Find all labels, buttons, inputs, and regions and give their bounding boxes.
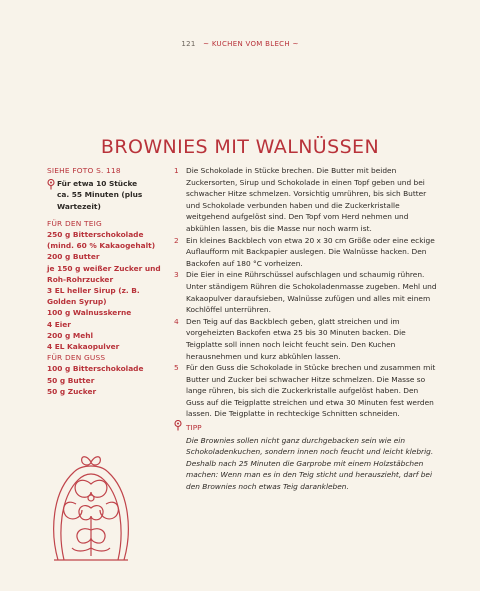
section-title: ~ KUCHEN VOM BLECH ~ bbox=[203, 40, 299, 48]
step-number: 2 bbox=[174, 235, 179, 245]
servings-info bbox=[47, 178, 162, 212]
step-number: 5 bbox=[174, 363, 179, 373]
step bbox=[174, 235, 438, 270]
ingredient-item: 100 g Bitterschokolade bbox=[47, 364, 144, 374]
floral-ornament-icon bbox=[46, 452, 136, 567]
tip-text: Die Brownies sollen nicht ganz durchgebacken sein wie ein Schokoladenkuchen, sondern innen noch feucht und leicht klebrig. Deshalb nach 25 Minuten die Garprobe mit einem Holzstäbchen machen: Wenn man es in den Teig sticht und herauszieht, darf bei den Brownies noch etwas Teig darankleben. bbox=[186, 435, 434, 492]
step-number: 1 bbox=[174, 166, 179, 175]
ingredient-item: 50 g Butter bbox=[47, 375, 95, 385]
ingredient-item: 200 g Butter bbox=[47, 252, 100, 262]
ingredient-item: 100 g Walnusskerne bbox=[47, 308, 132, 318]
pin-icon bbox=[174, 420, 186, 435]
step-text: Die Eier in eine Rührschüssel aufschlagen und schaumig rühren. Unter ständigem Rühren die Schokoladenmasse zugeben. Mehl und Kakaopulver daraufsieben, Walnüsse zufügen und alles mit einem Kochlöffel unterrühren. bbox=[186, 270, 437, 315]
tip-label: TIPP bbox=[186, 422, 202, 432]
recipe-title: BROWNIES MIT WALNÜSSEN bbox=[100, 135, 380, 158]
ingredient-item: 50 g Zucker bbox=[47, 386, 97, 396]
step-text: Den Teig auf das Backblech geben, glatt streichen und im vorgeheizten Backofen etwa 25 bis 30 Minuten backen. Die Teigplatte soll innen noch leicht feucht sein. Den Kuchen herausnehmen und kurz abkühlen lassen. bbox=[186, 316, 406, 361]
prep-time: ca. 55 Minuten (plus Wartezeit) bbox=[57, 190, 143, 211]
ingredient-item: 4 Eier bbox=[47, 319, 71, 329]
instructions bbox=[174, 165, 438, 493]
step-number: 4 bbox=[174, 316, 179, 326]
glaze-ingredients bbox=[47, 363, 162, 397]
page-number: 121 bbox=[181, 40, 196, 48]
servings: Für etwa 10 Stücke bbox=[57, 179, 138, 189]
step bbox=[174, 362, 438, 420]
step-text: Ein kleines Backblech von etwa 20 x 30 cm Größe oder eine eckige Auflaufform mit Backpapier auslegen. Die Walnüsse hacken. Den Backofen auf 180 °C vorheizen. bbox=[186, 235, 435, 268]
step-number: 3 bbox=[174, 270, 179, 280]
ingredient-item: je 150 g weißer Zucker und Roh-Rohrzucker bbox=[47, 263, 161, 284]
step bbox=[174, 316, 438, 362]
ingredients-sidebar bbox=[47, 165, 162, 397]
ingredient-item: 200 g Mehl bbox=[47, 330, 94, 340]
glaze-label: FÜR DEN GUSS bbox=[47, 353, 106, 363]
step-text: Für den Guss die Schokolade in Stücke brechen und zusammen mit Butter und Zucker bei schwacher Hitze schmelzen. Die Masse so lange rühren, bis sich die Zuckerkristalle aufgelöst haben. Den Guss auf die Teigplatte streichen und etwa 30 Minuten fest werden lassen. Die Teigplatte in rechteckige Schnitten schneiden. bbox=[186, 363, 436, 419]
ingredient-item: 3 EL heller Sirup (z. B. Golden Syrup) bbox=[47, 286, 140, 307]
dough-ingredients bbox=[47, 229, 162, 352]
step-text: Die Schokolade in Stücke brechen. Die Butter mit beiden Zuckersorten, Sirup und Schokolade in einen Topf geben und bei schwacher Hitze schmelzen. Vorsichtig umrühren, bis sich Butter und Schokolade verbunden haben und die Zuckerkristalle weitgehend aufgelöst sind. Den Topf vom Herd nehmen und abkühlen lassen, bis die Masse nur noch warm ist. bbox=[186, 166, 427, 233]
step bbox=[174, 165, 438, 235]
ingredient-item: 250 g Bitterschokolade (mind. 60 % Kakaogehalt) bbox=[47, 230, 156, 251]
dough-label: FÜR DEN TEIG bbox=[47, 218, 102, 228]
pin-icon bbox=[47, 179, 57, 193]
ingredient-item: 4 EL Kakaopulver bbox=[47, 342, 120, 352]
tip-header bbox=[174, 420, 438, 435]
photo-reference[interactable]: SIEHE FOTO S. 118 bbox=[47, 166, 121, 175]
step bbox=[174, 269, 438, 315]
page-header bbox=[0, 40, 480, 48]
